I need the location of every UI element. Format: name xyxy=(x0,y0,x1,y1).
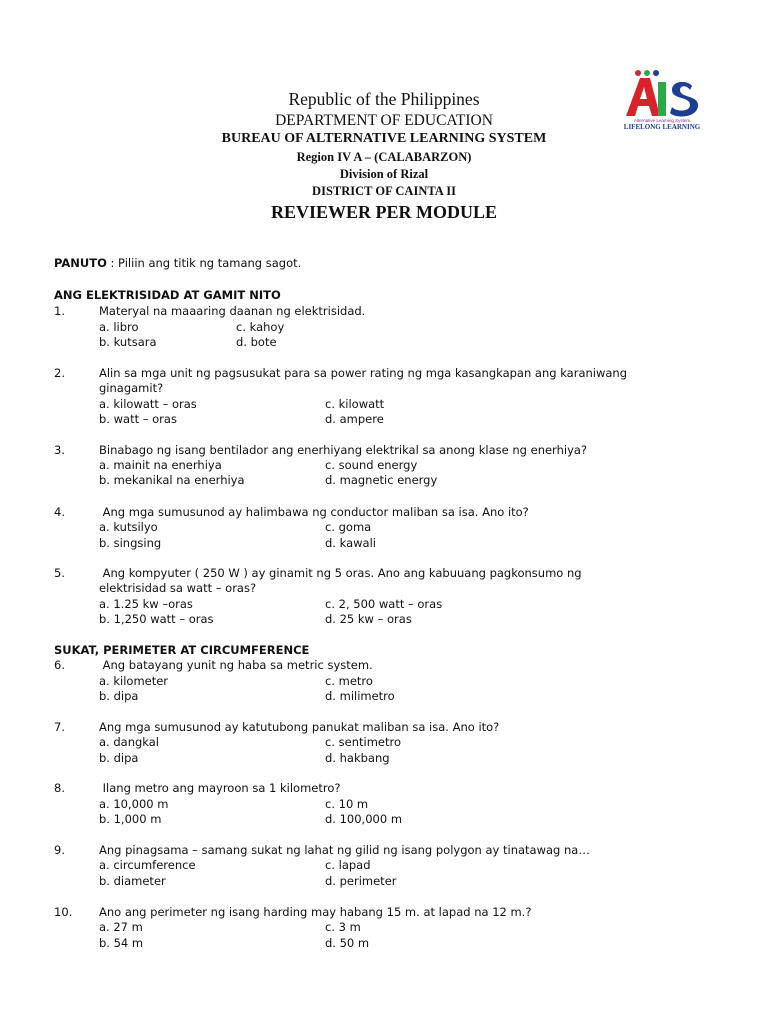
instructions-separator: : xyxy=(106,256,119,270)
question-number: 5. xyxy=(54,566,65,580)
question-text-continued: elektrisidad sa watt – oras? xyxy=(99,581,257,595)
choice-a: a. kilowatt – oras xyxy=(99,397,197,411)
question-number: 8. xyxy=(54,781,65,795)
choice-c: c. 3 m xyxy=(325,920,361,934)
question-number: 4. xyxy=(54,505,65,519)
choice-c: c. kahoy xyxy=(236,320,285,334)
choice-b: b. mekanikal na enerhiya xyxy=(99,473,245,487)
question-text: Ang batayang yunit ng haba sa metric system. xyxy=(99,658,373,672)
logo-motto: LIFELONG LEARNING xyxy=(623,123,701,130)
question-number: 1. xyxy=(54,304,65,318)
choice-d: d. ampere xyxy=(325,412,384,426)
choice-a: a. 1.25 kw –oras xyxy=(99,597,193,611)
section-title: ANG ELEKTRISIDAD AT GAMIT NITO xyxy=(54,288,281,302)
page-title: REVIEWER PER MODULE xyxy=(270,202,498,222)
question-text: Alin sa mga unit ng pagsusukat para sa power rating ng mga kasangkapan ang karaniwang xyxy=(99,366,628,380)
choice-c: c. sentimetro xyxy=(325,735,401,749)
choice-a: a. mainit na enerhiya xyxy=(99,458,222,472)
question-text: Ang kompyuter ( 250 W ) ay ginamit ng 5 oras. Ano ang kabuuang pagkonsumo ng xyxy=(99,566,582,580)
choice-a: a. dangkal xyxy=(99,735,159,749)
question-text: Binabago ng isang bentilador ang enerhiyang elektrikal sa anong klase ng enerhiya? xyxy=(99,443,588,457)
choice-d: d. perimeter xyxy=(325,874,397,888)
choice-a: a. kilometer xyxy=(99,674,169,688)
choice-b: b. diameter xyxy=(99,874,166,888)
choice-c: c. 2, 500 watt – oras xyxy=(325,597,443,611)
section-title: SUKAT, PERIMETER AT CIRCUMFERENCE xyxy=(54,643,310,657)
instructions-text: Piliin ang titik ng tamang sagot. xyxy=(118,256,302,270)
choice-b: b. 1,000 m xyxy=(99,812,162,826)
question-text: Materyal na maaaring daanan ng elektrisidad. xyxy=(99,304,366,318)
choice-a: a. libro xyxy=(99,320,139,334)
choice-c: c. goma xyxy=(325,520,372,534)
logo-letter-s xyxy=(670,82,698,117)
instructions-label: PANUTO xyxy=(54,256,107,270)
header-division: Division of Rizal xyxy=(339,167,429,181)
choice-b: b. 54 m xyxy=(99,936,144,950)
question-text: Ang mga sumusunod ay halimbawa ng conductor maliban sa isa. Ano ito? xyxy=(99,505,529,519)
question-number: 3. xyxy=(54,443,65,457)
choice-d: d. 25 kw – oras xyxy=(325,612,412,626)
als-logo xyxy=(616,68,712,130)
choice-b: b. dipa xyxy=(99,751,139,765)
question-text: Ang mga sumusunod ay katutubong panukat maliban sa isa. Ano ito? xyxy=(99,720,500,734)
choice-a: a. kutsilyo xyxy=(99,520,158,534)
choice-c: c. lapad xyxy=(325,858,371,872)
choice-a: a. 10,000 m xyxy=(99,797,169,811)
choice-d: d. milimetro xyxy=(325,689,395,703)
question-text: Ano ang perimeter ng isang harding may habang 15 m. at lapad na 12 m.? xyxy=(99,905,532,919)
choice-c: c. metro xyxy=(325,674,373,688)
question-number: 6. xyxy=(54,658,65,672)
question-text-continued: ginagamit? xyxy=(99,381,164,395)
choice-c: c. kilowatt xyxy=(325,397,385,411)
header-region: Region IV A – (CALABARZON) xyxy=(296,150,472,164)
question-number: 10. xyxy=(54,905,73,919)
choice-d: d. hakbang xyxy=(325,751,390,765)
choice-d: d. magnetic energy xyxy=(325,473,438,487)
logo-letter-a xyxy=(626,78,660,116)
choice-b: b. 1,250 watt – oras xyxy=(99,612,214,626)
header-republic: Republic of the Philippines xyxy=(288,89,480,109)
choice-d: d. 100,000 m xyxy=(325,812,403,826)
header-bureau: BUREAU OF ALTERNATIVE LEARNING SYSTEM xyxy=(221,131,547,146)
choice-d: d. bote xyxy=(236,335,277,349)
choice-c: c. 10 m xyxy=(325,797,369,811)
question-text: Ang pinagsama – samang sukat ng lahat ng gilid ng isang polygon ay tinatawag na… xyxy=(99,843,590,857)
choice-a: a. 27 m xyxy=(99,920,143,934)
header-district: DISTRICT OF CAINTA II xyxy=(312,184,456,198)
choice-b: b. dipa xyxy=(99,689,139,703)
question-text: Ilang metro ang mayroon sa 1 kilometro? xyxy=(99,781,341,795)
logo-dot-green xyxy=(644,70,650,76)
choice-d: d. 50 m xyxy=(325,936,370,950)
logo-dot-blue xyxy=(653,70,659,76)
question-number: 7. xyxy=(54,720,65,734)
question-number: 2. xyxy=(54,366,65,380)
logo-letter-l xyxy=(658,82,666,116)
choice-a: a. circumference xyxy=(99,858,196,872)
instructions xyxy=(54,256,301,270)
choice-b: b. kutsara xyxy=(99,335,157,349)
question-number: 9. xyxy=(54,843,65,857)
choice-c: c. sound energy xyxy=(325,458,418,472)
logo-tagline: Alternative Learning System xyxy=(633,118,691,123)
choice-b: b. singsing xyxy=(99,536,162,550)
choice-b: b. watt – oras xyxy=(99,412,177,426)
logo-dot-red xyxy=(635,70,641,76)
header-department: DEPARTMENT OF EDUCATION xyxy=(275,112,493,129)
choice-d: d. kawali xyxy=(325,536,376,550)
